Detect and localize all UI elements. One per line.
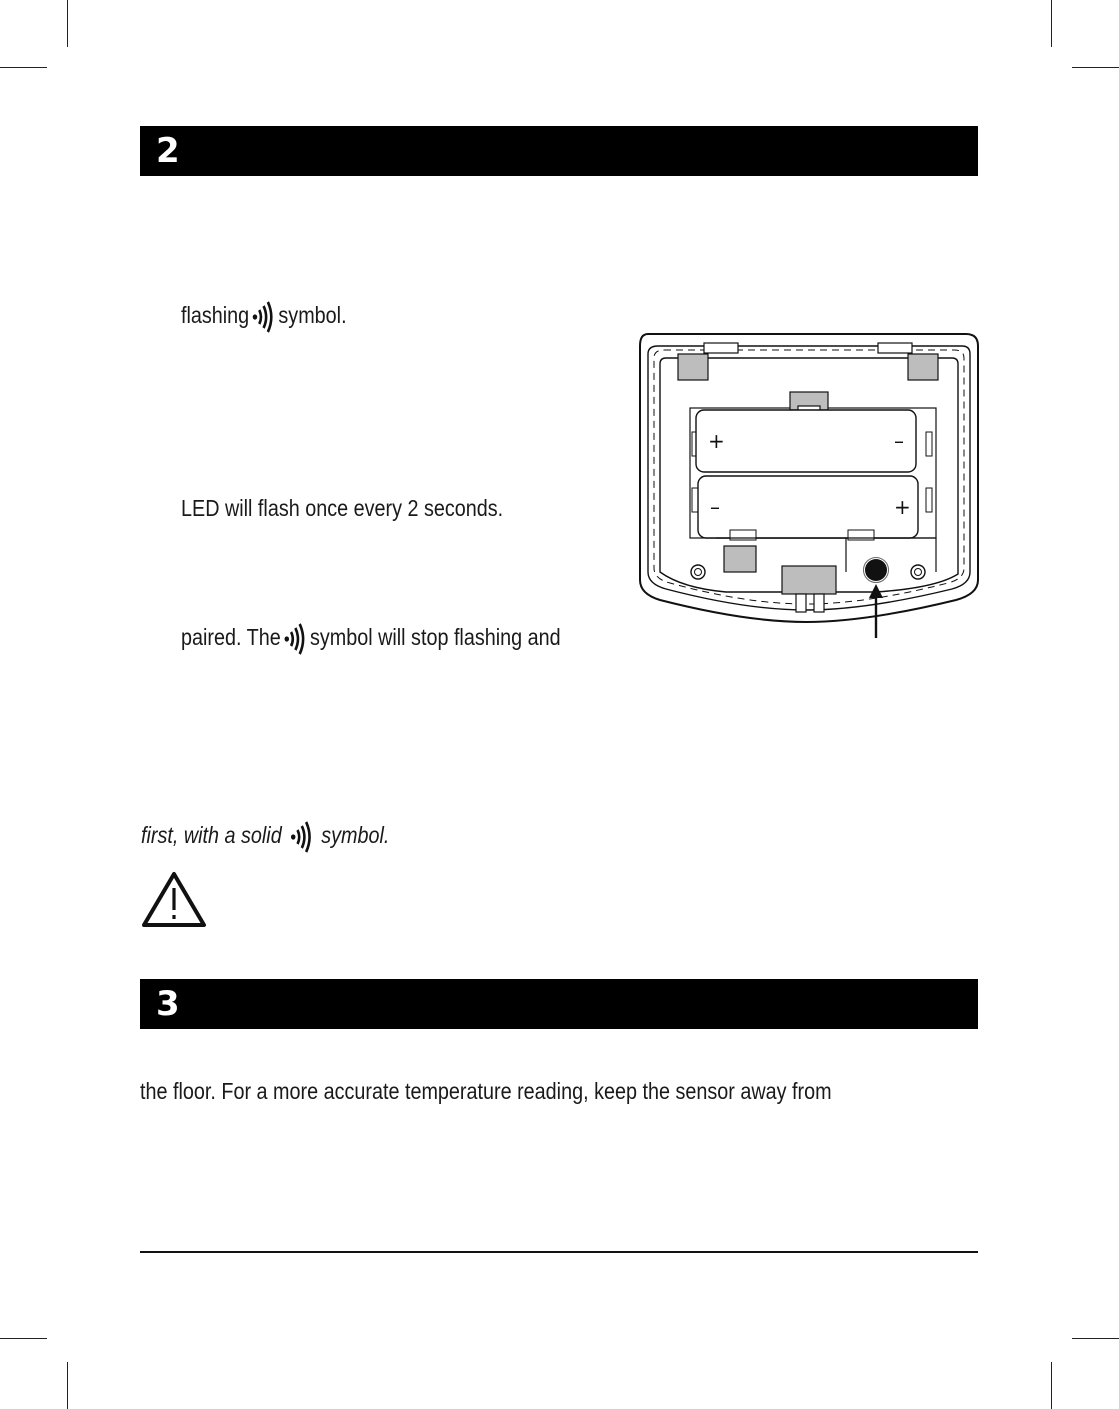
section-number: 3	[156, 984, 181, 1024]
top-tab	[704, 343, 738, 353]
crop-mark	[1072, 1338, 1119, 1339]
crop-mark	[1051, 0, 1052, 47]
text-fragment: symbol.	[278, 302, 347, 329]
battery-top-right-terminal: –	[894, 429, 904, 453]
text-line-floor	[140, 1077, 832, 1105]
section-2-header	[140, 126, 978, 176]
text-fragment: paired. The	[181, 624, 281, 651]
crop-mark	[1051, 1362, 1052, 1409]
section-3-header	[140, 979, 978, 1029]
text-fragment: symbol.	[321, 822, 390, 849]
connector-pin	[796, 594, 806, 612]
corner-pad	[678, 354, 708, 380]
wireless-signal-icon	[253, 300, 275, 334]
text-fragment: the floor. For a more accurate temperature reading, keep the sensor away from	[140, 1078, 832, 1104]
battery-top	[696, 410, 916, 472]
pair-button	[865, 559, 887, 581]
connector	[782, 566, 836, 594]
text-line-led	[181, 494, 503, 522]
spring-contact	[926, 432, 932, 456]
footer-rule	[140, 1251, 978, 1253]
text-line-paired	[181, 622, 561, 656]
battery-bottom-left-terminal: –	[710, 495, 720, 519]
spring-contact	[692, 488, 698, 512]
text-fragment: symbol will stop flashing and	[309, 624, 561, 651]
warning-triangle-icon	[140, 870, 208, 930]
screw	[915, 569, 922, 576]
battery-compartment-diagram	[636, 332, 982, 642]
screw	[695, 569, 702, 576]
crop-mark	[1072, 67, 1119, 68]
section-number: 2	[156, 131, 181, 171]
crop-mark	[0, 1338, 47, 1339]
text-fragment: LED will flash once every 2 seconds.	[181, 495, 504, 521]
wireless-signal-icon	[284, 622, 306, 656]
text-fragment: first, with a solid	[141, 822, 282, 849]
connector-pin	[814, 594, 824, 612]
crop-mark	[67, 1362, 68, 1409]
battery-bottom	[698, 476, 918, 538]
battery-top-left-terminal: +	[708, 429, 725, 453]
top-tab	[878, 343, 912, 353]
text-fragment: flashing	[181, 302, 250, 329]
text-line-first	[141, 820, 389, 854]
corner-pad	[908, 354, 938, 380]
spring-contact	[926, 488, 932, 512]
lower-pad	[724, 546, 756, 572]
battery-bottom-right-terminal: +	[894, 495, 911, 519]
crop-mark	[67, 0, 68, 47]
wireless-signal-icon	[290, 820, 312, 854]
crop-mark	[0, 67, 47, 68]
text-line-flashing	[181, 300, 347, 334]
